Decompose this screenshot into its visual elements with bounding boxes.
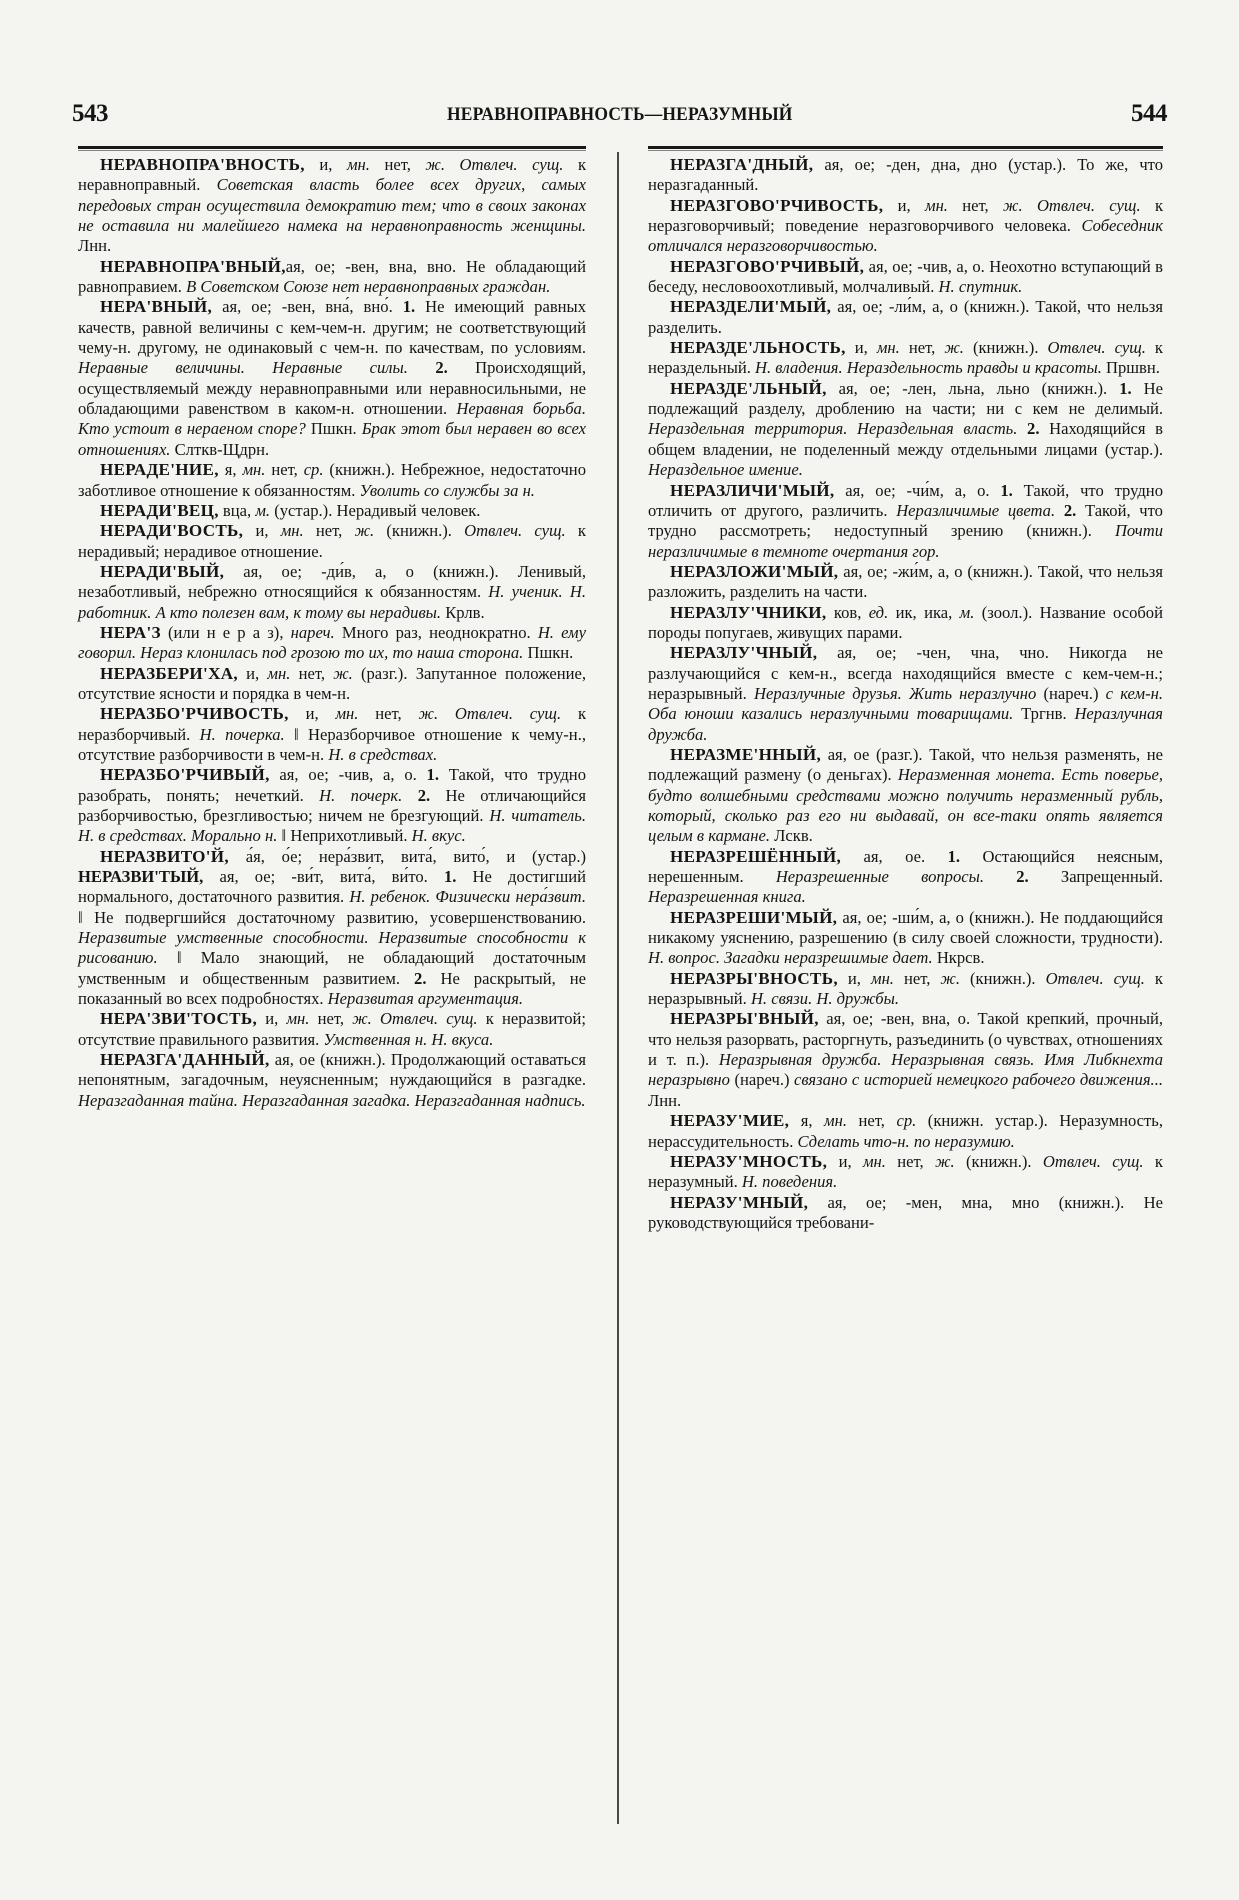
entry-headword: НЕРАЗДЕ'ЛЬНОСТЬ, bbox=[670, 338, 846, 358]
dictionary-entry bbox=[78, 562, 586, 623]
entry-definition: ая, ое; -жи́м, а, о (книжн.). Такой, что нельзя разложить, разделить на части. bbox=[648, 561, 1163, 602]
dictionary-entry bbox=[648, 969, 1163, 1010]
dictionary-entry bbox=[648, 1193, 1163, 1234]
dictionary-entry bbox=[648, 196, 1163, 257]
entry-headword: НЕРАЗГОВО'РЧИВЫЙ, bbox=[670, 256, 865, 276]
dictionary-entry bbox=[78, 1050, 586, 1111]
dictionary-entry bbox=[648, 338, 1163, 379]
entry-headword: НЕРАЗРЫ'ВНОСТЬ, bbox=[670, 968, 838, 988]
dictionary-entry bbox=[648, 603, 1163, 644]
entry-definition: ая, ое; -чив, а, о. Неохотно вступающий в беседу, несловоохотливый, молчаливый. Н. спутник. bbox=[648, 256, 1163, 297]
entry-headword: НЕРАЗБО'РЧИВОСТЬ, bbox=[100, 704, 289, 724]
entry-headword: НЕРАЗБО'РЧИВЫЙ, bbox=[100, 765, 270, 785]
entry-definition: ая, ое; -ди́в, а, о (книжн.). Ленивый, незаботливый, небрежно относящийся к обязанностям. Н. ученик. Н. работник. А кто полезен вам, к тому вы нерадивы. Крлв. bbox=[78, 561, 586, 622]
entry-definition: ая, ое; -вен, вна́, вно́. 1. Не имеющий равных качеств, равной величины с кем-чем-н. другим; не соответствующий чему-н. другому, не одинаковый с чем-н. по качествам, по условиям. Неравные величины. Неравные силы. 2. Происходящий, осуществляемый между неравноправными или неравносильными, не обладающими равенством в каком-н. отношении. Неравная борьба. Кто устоит в нераеном споре? Пшкн. Брак этот был неравен во всех отношениях. Слткв-Щдрн. bbox=[78, 297, 587, 459]
entry-definition: и, мн. нет, ж. (разг.). Запутанное положение, отсутствие ясности и порядка в чем-н. bbox=[78, 663, 586, 703]
entry-definition: ая, ое (книжн.). Продолжающий оставаться непонятным, загадочным, неуясненным; нуждающийся в разгадке. Неразгаданная тайна. Неразгаданная загадка. Неразгаданная надпись. bbox=[78, 1050, 586, 1110]
entry-definition: и, мн. нет, ж. Отвлеч. сущ. к неразвитой; отсутствие правильного развития. Умственная н. Н. вкуса. bbox=[78, 1009, 587, 1049]
entry-definition: и, мн. нет, ж. Отвлеч. сущ. к неравноправный. Советская власть более всех других, самых передовых стран осуществила демократию тем; что в своих законах не оставила ни малейшего намека на неравноправность женщины. Лнн. bbox=[78, 155, 587, 256]
entry-definition: ая, ое; -лен, льна, льно (книжн.). 1. Не подлежащий разделу, дроблению на части; ни с кем не делимый. Нераздельная территория. Нераздельная власть. 2. Находящийся в общем владении, не поделенный между отдельными лицами (устар.). Нераздельное имение. bbox=[648, 378, 1163, 480]
entry-definition: ая, ое; -чен, чна, чно. Никогда не разлучающийся с кем-н., всегда находящийся вместе с кем-чем-н.; неразрывный. Неразлучные друзья. Жить неразлучно (нареч.) с кем-н. Оба юноши казались неразлучными товарищами. Тргнв. Неразлучная дружба. bbox=[648, 643, 1163, 744]
entry-headword: НЕРАЗДЕЛИ'МЫЙ, bbox=[670, 297, 832, 317]
entry-definition: а́я, о́е; нера́звит, вита́, вито́, и (устар.) НЕРАЗВИ'ТЫЙ, ая, ое; -ви́т, вита́, ви́то. 1. Не достигший нормального, достаточного развития. Н. ребенок. Физически нера́звит. ‖ Не подвергшийся достаточному развитию, усовершенствованию. Неразвитые умственные способности. Неразвитые способности к рисованию. ‖ Мало знающий, не обладающий достаточным умственным и общественным развитием. 2. Не раскрытый, не показанный во всех подробностях. Неразвитая аргументация. bbox=[78, 846, 587, 1009]
running-head bbox=[72, 88, 1167, 126]
entry-headword: НЕРАЗДЕ'ЛЬНЫЙ, bbox=[670, 378, 827, 398]
entry-definition: ая, ое; -ши́м, а, о (книжн.). Не поддающийся никакому уяснению, разрешению (в силу своей сложности, трудности). Н. вопрос. Загадки неразрешимые дает. Нкрсв. bbox=[648, 907, 1163, 968]
entry-headword: НЕРАЗБЕРИ'ХА, bbox=[100, 663, 238, 683]
columns-container bbox=[78, 155, 1163, 1233]
dictionary-entry bbox=[648, 481, 1163, 562]
dictionary-entry bbox=[648, 847, 1163, 908]
dictionary-entry bbox=[78, 704, 586, 765]
entry-definition: вца, м. (устар.). Нерадивый человек. bbox=[218, 500, 481, 520]
entry-definition: ая, ое; -вен, вна, вно. Не обладающий равноправием. В Советском Союзе нет неравноправных граждан. bbox=[78, 256, 586, 297]
entry-headword: НЕРАЗЛУ'ЧНЫЙ, bbox=[670, 643, 818, 663]
dictionary-entry bbox=[78, 521, 586, 562]
entry-definition: и, мн. нет, ж. Отвлеч. сущ. к неразговорчивый; поведение неразговорчивого человека. Собеседник отличался неразговорчивостью. bbox=[648, 195, 1164, 256]
entry-headword: НЕРАЗГОВО'РЧИВОСТЬ, bbox=[670, 195, 884, 215]
folio-right: 544 bbox=[1131, 100, 1167, 127]
dictionary-entry bbox=[648, 643, 1163, 745]
entry-headword: НЕРАВНОПРА'ВНОСТЬ, bbox=[100, 155, 305, 174]
dictionary-entry bbox=[648, 1152, 1163, 1193]
entry-definition: и, мн. нет, ж. (книжн.). Отвлеч. сущ. к нераздельный. Н. владения. Нераздельность правды и красоты. Пршвн. bbox=[648, 338, 1163, 378]
entry-headword: НЕРАДИ'ВЫЙ, bbox=[100, 561, 225, 581]
dictionary-entry bbox=[648, 155, 1163, 196]
entry-definition: ая, ое; -вен, вна, о. Такой крепкий, прочный, что нельзя разорвать, расторгнуть, разъединить (о чувствах, отношениях и т. п.). Неразрывная дружба. Неразрывная связь. Имя Либкнехта неразрывно (нареч.) связано с историей немецкого рабочего движения... Лнн. bbox=[648, 1009, 1164, 1110]
dictionary-entry bbox=[648, 257, 1163, 298]
left-column bbox=[78, 155, 586, 1233]
entry-headword: НЕРАЗЛОЖИ'МЫЙ, bbox=[670, 561, 839, 581]
entry-definition: ков, ед. ик, ика, м. (зоол.). Название особой породы попугаев, живущих парами. bbox=[648, 602, 1163, 642]
dictionary-entry bbox=[78, 460, 586, 501]
entry-definition: и, мн. нет, ж. (книжн.). Отвлеч. сущ. к неразрывный. Н. связи. Н. дружбы. bbox=[648, 968, 1163, 1009]
dictionary-entry bbox=[648, 1009, 1163, 1111]
entry-headword: НЕРАЗРЕШЁННЫЙ, bbox=[670, 846, 842, 866]
entry-definition: и, мн. нет, ж. Отвлеч. сущ. к неразборчивый. Н. почерка. ‖ Неразборчивое отношение к чему-н., отсутствие разборчивости в чем-н. Н. в средствах. bbox=[78, 704, 587, 764]
entry-definition: ая, ое; -мен, мна, мно (книжн.). Не руководствующийся требовани- bbox=[648, 1192, 1163, 1232]
folio-left: 543 bbox=[72, 100, 108, 127]
entry-definition: ая, ое; -чи́м, а, о. 1. Такой, что трудно отличить от другого, различить. Неразличимые цвета. 2. Такой, что трудно рассмотреть; недоступный зрению (книжн.). Почти неразличимые в темноте очертания гор. bbox=[648, 480, 1163, 561]
entry-headword: НЕРАЗУ'МНОСТЬ, bbox=[670, 1151, 828, 1171]
running-head-title: НЕРАВНОПРАВНОСТЬ—НЕРАЗУМНЫЙ bbox=[446, 104, 793, 125]
entry-definition: и, мн. нет, ж. (книжн.). Отвлеч. сущ. к нерадивый; нерадивое отношение. bbox=[78, 521, 586, 561]
entry-headword: НЕРАЗУ'МНЫЙ, bbox=[670, 1192, 809, 1212]
entry-definition: ая, ое (разг.). Такой, что нельзя разменять, не подлежащий размену (о деньгах). Неразменная монета. Есть поверье, будто волшебными средствами можно получить неразменный рубль, который, сколько раз его ни выдавай, он все-таки опять является целым в кармане. Лскв. bbox=[648, 744, 1163, 846]
entry-definition: я, мн. нет, ср. (книжн. устар.). Неразумность, нерассудительность. Сделать что-н. по неразумию. bbox=[648, 1111, 1164, 1151]
entry-definition: (или н е р а з), нареч. Много раз, неоднократно. Н. ему говорил. Нераз клонилась под грозою то их, то наша сторона. Пшкн. bbox=[78, 622, 586, 663]
entry-headword: НЕРА'З bbox=[100, 622, 161, 642]
entry-headword: НЕРАВНОПРА'ВНЫЙ, bbox=[100, 256, 286, 276]
entry-definition: и, мн. нет, ж. (книжн.). Отвлеч. сущ. к неразумный. Н. поведения. bbox=[648, 1151, 1163, 1192]
dictionary-entry bbox=[78, 297, 586, 460]
entry-definition: ая, ое; -чив, а, о. 1. Такой, что трудно разобрать, понять; нечеткий. Н. почерк. 2. Не отличающийся разборчивостью, брезгливостью; ничем не брезгующий. Н. читатель. Н. в средствах. Морально н. ‖ Неприхотливый. Н. вкус. bbox=[78, 765, 587, 846]
column-rule-left bbox=[78, 146, 586, 149]
entry-headword: НЕРАЗМЕ'ННЫЙ, bbox=[670, 744, 822, 764]
dictionary-entry bbox=[648, 297, 1163, 338]
entry-headword: НЕРАЗГА'ДНЫЙ, bbox=[670, 155, 814, 174]
entry-headword: НЕРАЗВИТО'Й, bbox=[100, 846, 229, 866]
entry-headword: НЕРАЗЛУ'ЧНИКИ, bbox=[670, 602, 827, 622]
right-column bbox=[648, 155, 1163, 1233]
dictionary-entry bbox=[78, 847, 586, 1010]
dictionary-entry bbox=[648, 562, 1163, 603]
entry-definition: ая, ое; -ли́м, а, о (книжн.). Такой, что нельзя разделить. bbox=[648, 297, 1163, 337]
entry-headword: НЕРА'ЗВИ'ТОСТЬ, bbox=[100, 1009, 258, 1029]
entry-definition: ая, ое; -ден, дна, дно (устар.). То же, что неразгаданный. bbox=[648, 155, 1163, 195]
dictionary-entry bbox=[648, 379, 1163, 481]
dictionary-entry bbox=[78, 155, 586, 257]
entry-headword: НЕРАЗРЫ'ВНЫЙ, bbox=[670, 1009, 819, 1029]
entry-definition: я, мн. нет, ср. (книжн.). Небрежное, недостаточно заботливое отношение к обязанностям. Уволить со службы за н. bbox=[78, 460, 586, 500]
dictionary-entry bbox=[648, 908, 1163, 969]
entry-definition: ая, ое. 1. Остающийся неясным, нерешенным. Неразрешенные вопросы. 2. Запрещенный. Неразрешенная книга. bbox=[648, 846, 1163, 907]
entry-headword: НЕРАЗГА'ДАННЫЙ, bbox=[100, 1050, 270, 1070]
dictionary-entry bbox=[648, 745, 1163, 847]
entry-headword: НЕРАДИ'ВЕЦ, bbox=[100, 500, 219, 520]
column-rule-right bbox=[648, 146, 1163, 149]
dictionary-entry bbox=[78, 623, 586, 664]
entry-headword: НЕРАЗРЕШИ'МЫЙ, bbox=[670, 907, 838, 927]
dictionary-entry bbox=[78, 257, 586, 298]
dictionary-entry bbox=[78, 501, 586, 521]
dictionary-entry bbox=[78, 765, 586, 846]
dictionary-entry bbox=[78, 664, 586, 705]
entry-headword: НЕРАЗУ'МИЕ, bbox=[670, 1111, 790, 1131]
entry-headword: НЕРАДЕ'НИЕ, bbox=[100, 460, 219, 480]
dictionary-entry bbox=[78, 1009, 586, 1050]
entry-headword: НЕРАЗЛИЧИ'МЫЙ, bbox=[670, 480, 835, 500]
entry-headword: НЕРАДИ'ВОСТЬ, bbox=[100, 521, 244, 541]
dictionary-entry bbox=[648, 1111, 1163, 1152]
entry-headword: НЕРА'ВНЫЙ, bbox=[100, 297, 213, 317]
